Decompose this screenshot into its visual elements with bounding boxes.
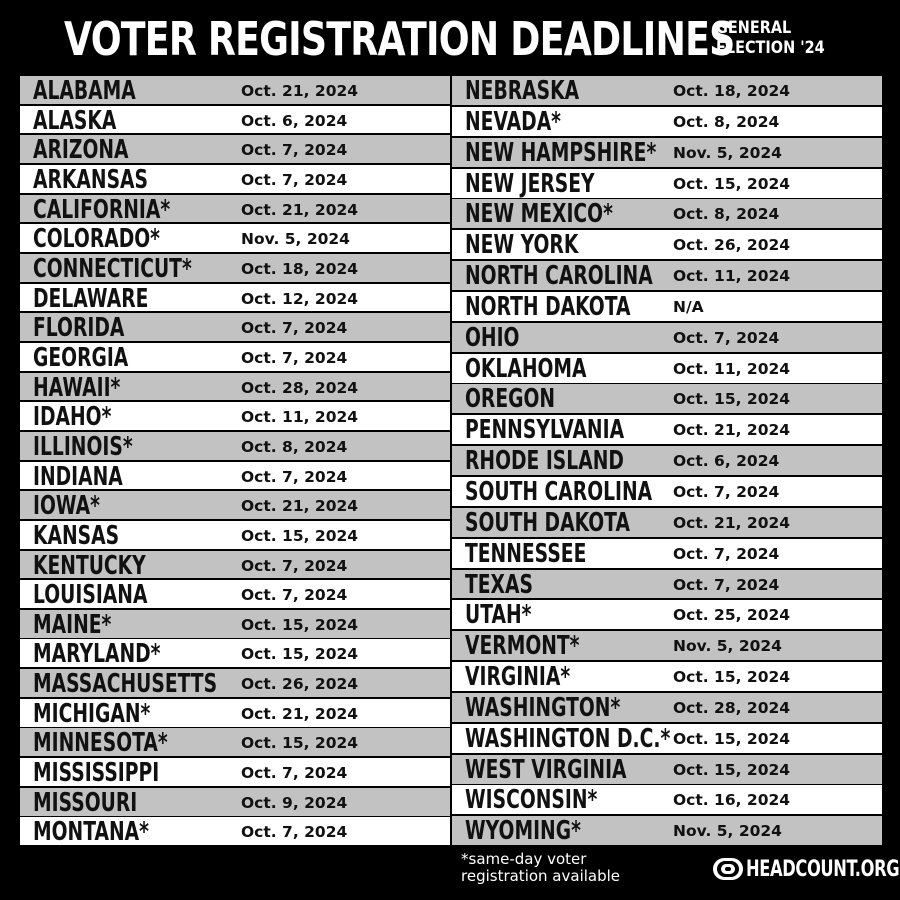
deadline-date: Nov. 5, 2024 xyxy=(673,143,782,162)
deadline-date: Oct. 11, 2024 xyxy=(673,267,791,286)
table-row xyxy=(452,816,882,845)
table-row xyxy=(20,462,450,490)
state-name: MISSOURI xyxy=(33,787,138,816)
deadlines-table xyxy=(20,76,882,847)
deadline-date: Oct. 15, 2024 xyxy=(673,174,791,193)
table-row xyxy=(452,76,882,105)
deadline-date: Oct. 25, 2024 xyxy=(673,606,791,625)
table-row xyxy=(452,631,882,660)
deadline-date: Oct. 15, 2024 xyxy=(673,668,791,687)
table-row xyxy=(452,785,882,814)
table-row xyxy=(452,138,882,167)
table-row xyxy=(20,788,450,816)
deadline-date: Nov. 5, 2024 xyxy=(673,637,782,656)
state-name: HAWAII* xyxy=(33,372,121,401)
brand-name: HEADCOUNT.ORG xyxy=(746,856,900,882)
state-name: IDAHO* xyxy=(33,402,112,431)
deadline-date: Oct. 7, 2024 xyxy=(673,575,780,594)
table-row xyxy=(452,261,882,290)
deadline-date: Oct. 7, 2024 xyxy=(241,586,348,605)
deadline-date: Oct. 7, 2024 xyxy=(241,319,348,338)
state-name: NORTH CAROLINA xyxy=(465,261,653,291)
state-name: COLORADO* xyxy=(33,224,160,253)
state-name: TEXAS xyxy=(465,569,533,599)
page-title: VOTER REGISTRATION DEADLINES xyxy=(64,12,735,66)
table-row xyxy=(20,521,450,549)
header xyxy=(0,0,900,72)
state-name: OREGON xyxy=(465,384,556,414)
deadline-date: Oct. 15, 2024 xyxy=(241,526,359,545)
deadline-date: Oct. 16, 2024 xyxy=(673,791,791,810)
deadline-date: Oct. 21, 2024 xyxy=(241,704,359,723)
state-name: MICHIGAN* xyxy=(33,698,151,727)
state-name: NEBRASKA xyxy=(465,76,580,105)
footnote-line-1: *same-day voter xyxy=(461,850,587,868)
deadline-date: Oct. 7, 2024 xyxy=(241,467,348,486)
headcount-logo-icon xyxy=(712,855,744,883)
table-row xyxy=(452,169,882,198)
table-row xyxy=(452,693,882,722)
state-name: VIRGINIA* xyxy=(465,662,571,692)
state-name: KENTUCKY xyxy=(33,550,146,579)
table-row xyxy=(20,224,450,252)
table-row xyxy=(452,724,882,753)
state-name: TENNESSEE xyxy=(465,538,587,568)
deadline-date: N/A xyxy=(673,297,704,316)
state-name: ILLINOIS* xyxy=(33,431,133,460)
state-name: VERMONT* xyxy=(465,631,580,661)
table-row xyxy=(452,354,882,383)
table-row xyxy=(452,600,882,629)
state-name: WEST VIRGINIA xyxy=(465,754,627,784)
state-name: MASSACHUSETTS xyxy=(33,669,218,697)
deadline-date: Oct. 21, 2024 xyxy=(241,200,359,219)
deadline-date: Oct. 6, 2024 xyxy=(673,452,780,471)
state-name: WYOMING* xyxy=(465,816,581,846)
deadline-date: Oct. 15, 2024 xyxy=(241,734,359,753)
state-name: DELAWARE xyxy=(33,283,149,312)
deadline-date: Oct. 28, 2024 xyxy=(673,698,791,717)
deadline-date: Oct. 15, 2024 xyxy=(241,615,359,634)
table-row xyxy=(20,639,450,667)
table-row xyxy=(452,539,882,568)
state-name: SOUTH CAROLINA xyxy=(465,476,653,506)
state-name: NEW HAMPSHIRE* xyxy=(465,137,657,167)
table-row xyxy=(20,491,450,519)
deadline-date: Oct. 7, 2024 xyxy=(241,348,348,367)
table-row xyxy=(20,373,450,401)
table-row xyxy=(452,415,882,444)
deadline-date: Oct. 15, 2024 xyxy=(673,729,791,748)
state-name: ALABAMA xyxy=(33,76,136,104)
table-row xyxy=(20,135,450,163)
subtitle-line-2: ELECTION '24 xyxy=(716,38,825,58)
table-row xyxy=(452,323,882,352)
deadline-date: Oct. 7, 2024 xyxy=(673,482,780,501)
table-row xyxy=(20,195,450,223)
table-row xyxy=(20,669,450,697)
table-row xyxy=(20,432,450,460)
deadline-date: Oct. 15, 2024 xyxy=(673,760,791,779)
deadline-date: Oct. 18, 2024 xyxy=(673,82,791,100)
deadline-date: Oct. 7, 2024 xyxy=(241,823,348,842)
state-name: LOUISIANA xyxy=(33,580,148,608)
state-name: MARYLAND* xyxy=(33,639,161,668)
table-row xyxy=(20,551,450,579)
state-name: MISSISSIPPI xyxy=(33,758,160,786)
deadline-date: Oct. 8, 2024 xyxy=(673,205,780,224)
state-name: KANSAS xyxy=(33,520,120,549)
state-name: OHIO xyxy=(465,322,520,352)
deadline-date: Oct. 21, 2024 xyxy=(673,421,791,440)
state-name: NEVADA* xyxy=(465,106,561,136)
state-name: WASHINGTON* xyxy=(465,692,621,722)
state-name: ARKANSAS xyxy=(33,164,149,193)
table-row xyxy=(20,699,450,727)
state-name: MINNESOTA* xyxy=(33,728,168,757)
deadline-date: Oct. 8, 2024 xyxy=(673,112,780,131)
table-row xyxy=(20,165,450,193)
deadline-date: Oct. 18, 2024 xyxy=(241,259,359,278)
state-name: MONTANA* xyxy=(33,817,149,846)
table-row xyxy=(20,76,450,104)
table-row xyxy=(452,662,882,691)
deadline-date: Oct. 12, 2024 xyxy=(241,289,359,308)
table-row xyxy=(20,610,450,638)
table-row xyxy=(20,758,450,786)
table-row xyxy=(20,402,450,430)
deadline-date: Oct. 7, 2024 xyxy=(241,764,348,783)
deadline-date: Nov. 5, 2024 xyxy=(673,822,782,841)
state-name: ALASKA xyxy=(33,105,117,134)
table-row xyxy=(452,199,882,228)
state-name: FLORIDA xyxy=(33,313,125,342)
deadline-date: Oct. 7, 2024 xyxy=(673,544,780,563)
state-name: NEW MEXICO* xyxy=(465,199,613,229)
state-name: SOUTH DAKOTA xyxy=(465,507,630,537)
state-name: WASHINGTON D.C.* xyxy=(465,723,671,753)
state-name: NEW YORK xyxy=(465,230,579,260)
deadline-date: Oct. 7, 2024 xyxy=(241,141,348,160)
table-row xyxy=(452,292,882,321)
state-name: RHODE ISLAND xyxy=(465,446,624,476)
subtitle-line-1: GENERAL xyxy=(716,18,792,38)
deadline-date: Oct. 15, 2024 xyxy=(241,645,359,664)
deadline-date: Nov. 5, 2024 xyxy=(241,230,350,249)
table-row xyxy=(452,570,882,599)
table-row xyxy=(452,755,882,784)
table-row xyxy=(20,728,450,756)
table-row xyxy=(20,313,450,341)
deadline-date: Oct. 11, 2024 xyxy=(673,359,791,378)
footnote-line-2: registration available xyxy=(461,867,621,885)
deadline-date: Oct. 28, 2024 xyxy=(241,378,359,397)
state-name: MAINE* xyxy=(33,609,112,638)
table-row xyxy=(20,580,450,608)
table-row xyxy=(20,106,450,134)
state-name: CONNECTICUT* xyxy=(33,253,192,282)
deadline-date: Oct. 21, 2024 xyxy=(241,82,359,100)
table-row xyxy=(452,477,882,506)
state-name: UTAH* xyxy=(465,600,532,630)
table-row xyxy=(452,107,882,136)
state-name: NORTH DAKOTA xyxy=(465,291,631,321)
deadline-date: Oct. 7, 2024 xyxy=(673,328,780,347)
state-name: PENNSYLVANIA xyxy=(465,415,625,445)
deadline-date: Oct. 11, 2024 xyxy=(241,408,359,427)
deadline-date: Oct. 7, 2024 xyxy=(241,556,348,575)
deadline-date: Oct. 9, 2024 xyxy=(241,793,348,812)
table-row xyxy=(452,446,882,475)
state-name: WISCONSIN* xyxy=(465,785,598,815)
footnote xyxy=(461,851,620,885)
deadline-date: Oct. 7, 2024 xyxy=(241,170,348,189)
table-row xyxy=(20,343,450,371)
deadline-date: Oct. 15, 2024 xyxy=(673,390,791,409)
brand-logo xyxy=(712,853,900,885)
deadline-date: Oct. 26, 2024 xyxy=(241,675,359,694)
table-column-left xyxy=(20,76,450,847)
deadline-date: Oct. 21, 2024 xyxy=(241,497,359,516)
table-row xyxy=(452,508,882,537)
deadline-date: Oct. 6, 2024 xyxy=(241,111,348,130)
page-subtitle xyxy=(716,18,825,58)
deadline-date: Oct. 21, 2024 xyxy=(673,513,791,532)
deadline-date: Oct. 26, 2024 xyxy=(673,236,791,255)
table-row xyxy=(20,817,450,845)
table-row xyxy=(452,230,882,259)
state-name: ARIZONA xyxy=(33,135,129,164)
state-name: GEORGIA xyxy=(33,342,129,371)
table-row xyxy=(20,284,450,312)
state-name: IOWA* xyxy=(33,491,100,519)
state-name: NEW JERSEY xyxy=(465,168,595,198)
deadline-date: Oct. 8, 2024 xyxy=(241,437,348,456)
table-row xyxy=(452,384,882,413)
state-name: INDIANA xyxy=(33,461,123,490)
state-name: OKLAHOMA xyxy=(465,353,587,383)
table-row xyxy=(20,254,450,282)
table-column-right xyxy=(452,76,882,847)
state-name: CALIFORNIA* xyxy=(33,194,171,223)
